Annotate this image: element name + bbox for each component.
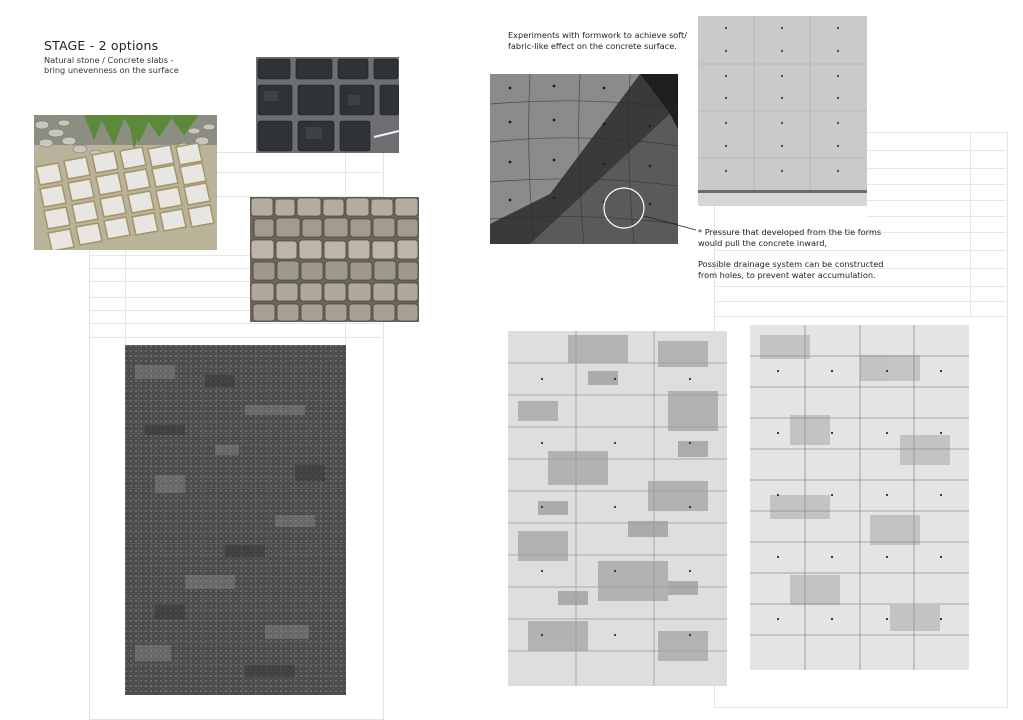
note-line: * Pressure that developed from the tie forms (698, 227, 882, 237)
right-frame-rule (714, 316, 1006, 317)
note-line: Experiments with formwork to achieve soft/ (508, 30, 687, 40)
right-frame-rule (867, 168, 1006, 169)
drainage-note (698, 259, 898, 280)
concrete-panel-texture-a (508, 331, 727, 686)
right-frame-rule (714, 250, 1006, 251)
concrete-panel-texture-b (750, 325, 969, 670)
note-line: fabric-like effect on the concrete surface. (508, 41, 677, 51)
left-frame-rule (89, 310, 250, 311)
subtitle (44, 55, 234, 75)
note-line: Possible drainage system can be constructed (698, 259, 884, 269)
left-frame-rule (89, 297, 250, 298)
note-line: would pull the concrete inward, (698, 237, 828, 248)
dark-cobblestone-photo (256, 57, 399, 153)
left-frame-rule (89, 323, 382, 324)
granite-setts-photo (250, 197, 419, 322)
right-frame-rule (867, 216, 1006, 217)
right-frame-rule (867, 184, 1006, 185)
left-frame-rule (89, 337, 382, 338)
page-title: STAGE - 2 options (44, 38, 159, 53)
granite-paving-photo (34, 115, 217, 250)
right-frame-divider (970, 132, 971, 317)
right-frame-rule (714, 301, 1006, 302)
right-frame-rule (714, 286, 1006, 287)
left-frame-rule (89, 268, 250, 269)
left-frame-rule (89, 281, 250, 282)
callout-leader-line (640, 210, 700, 240)
pressure-note (698, 227, 898, 248)
tie-hole-concrete-wall-photo (698, 16, 867, 206)
subtitle-line: bring unevenness on the surface (44, 65, 179, 75)
subtitle-line: Natural stone / Concrete slabs - (44, 55, 174, 65)
right-frame-rule (867, 200, 1006, 201)
dark-paving-texture (125, 345, 346, 695)
formwork-experiment-note (508, 30, 698, 52)
right-frame-rule (867, 150, 1006, 151)
note-line: from holes, to prevent water accumulation. (698, 269, 876, 280)
